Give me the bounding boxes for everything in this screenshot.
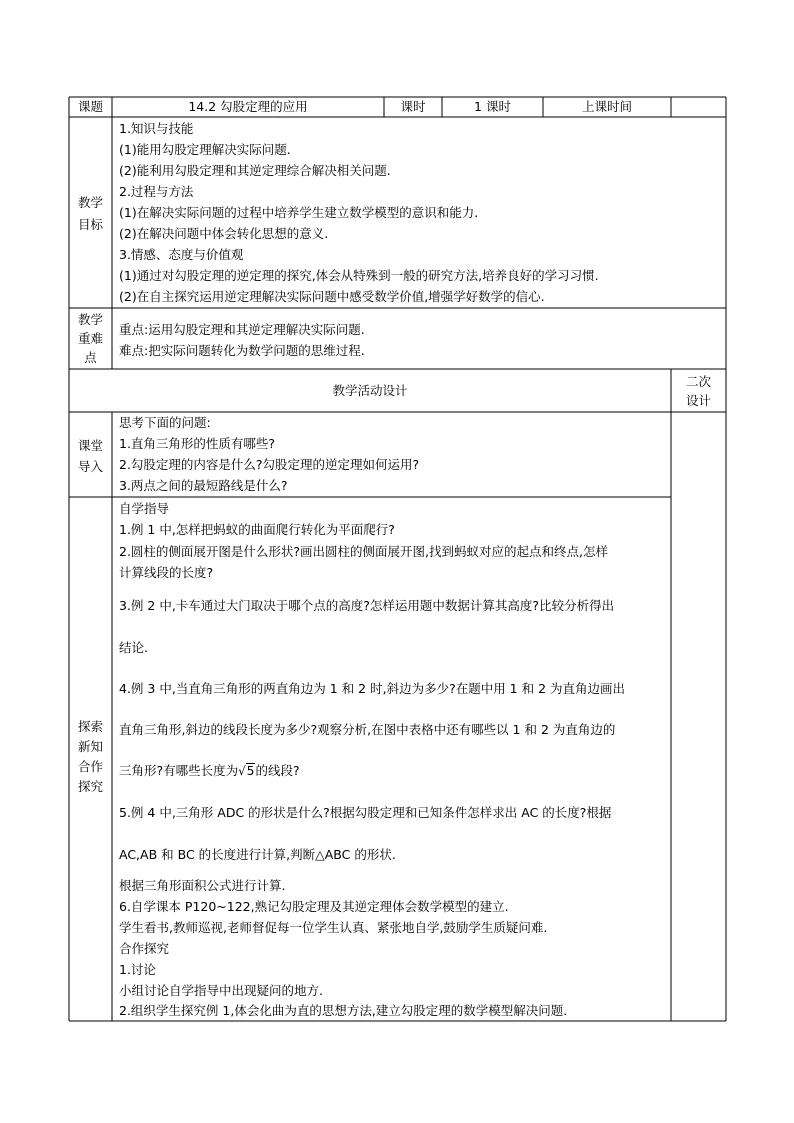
objectives-line: 3.情感、态度与价值观	[119, 247, 244, 262]
design-title: 教学活动设计	[332, 383, 408, 398]
explore-label-line: 合作	[77, 759, 103, 774]
header-hours-value: 1 课时	[474, 99, 511, 114]
explore-line: 计算线段的长度?	[119, 565, 214, 580]
intro-label-line: 导入	[77, 459, 103, 474]
explore-line: 5.例 4 中,三角形 ADC 的形状是什么?根据勾股定理和已知条件怎样求出 AC 的长度?根据	[119, 805, 612, 820]
explore-label-line: 新知	[77, 739, 103, 754]
objectives-line: (2)在自主探究运用逆定理解决实际问题中感受数学价值,增强学好数学的信心.	[119, 289, 545, 304]
explore-line: 1.例 1 中,怎样把蚂蚁的曲面爬行转化为平面爬行?	[119, 522, 395, 537]
objectives-line: 1.知识与技能	[119, 121, 194, 136]
explore-line: 合作探究	[119, 941, 170, 956]
intro-line: 3.两点之间的最短路线是什么?	[119, 478, 288, 493]
objectives-label	[69, 193, 112, 234]
key-points-label	[69, 310, 112, 367]
header-topic: 14.2 勾股定理的应用	[188, 99, 308, 114]
intro-line: 1.直角三角形的性质有哪些?	[119, 436, 276, 451]
explore-line: 2.圆柱的侧面展开图是什么形状?画出圆柱的侧面展开图,找到蚂蚁对应的起点和终点,怎样	[119, 544, 609, 559]
explore-label-line: 探索	[77, 719, 103, 734]
key-points-label-line: 教学	[77, 312, 103, 327]
intro-line: 思考下面的问题:	[119, 415, 211, 430]
explore-line: 3.例 2 中,卡车通过大门取决于哪个点的高度?怎样运用题中数据计算其高度?比较分析得出	[119, 598, 615, 613]
second-design-label	[671, 372, 726, 410]
header-hours-label: 课时	[400, 99, 426, 114]
explore-line: 自学指导	[119, 501, 170, 516]
header-time-label: 上课时间	[581, 99, 632, 114]
explore-line: 直角三角形,斜边的线段长度为多少?观察分析,在图中表格中还有哪些以 1 和 2 为直角边的	[119, 722, 616, 737]
explore-line: AC,AB 和 BC 的长度进行计算,判断△ABC 的形状.	[119, 847, 396, 862]
objectives-line: (2)在解决问题中体会转化思想的意义.	[119, 226, 329, 241]
explore-line-with-radical	[119, 762, 300, 780]
key-point-line: 难点:把实际问题转化为数学问题的思维过程.	[119, 343, 365, 358]
key-points-label-line: 重难	[77, 331, 103, 346]
objectives-label-line: 目标	[77, 217, 103, 232]
radicand: 5	[246, 764, 255, 778]
header-time-value	[671, 97, 726, 117]
explore-line: 小组讨论自学指导中出现疑问的地方.	[119, 983, 323, 998]
explore-line: 根据三角形面积公式进行计算.	[119, 878, 286, 893]
explore-line: 4.例 3 中,当直角三角形的两直角边为 1 和 2 时,斜边为多少?在题中用 1 和 2 为直角边画出	[119, 681, 626, 696]
intro-label	[69, 436, 112, 476]
explore-line: 学生看书,教师巡视,老师督促每一位学生认真、紧张地自学,鼓励学生质疑问难.	[119, 920, 548, 935]
key-points-label-line: 点	[84, 350, 97, 365]
key-point-line: 重点:运用勾股定理和其逆定理解决实际问题.	[119, 322, 365, 337]
second-design-label-line: 设计	[685, 393, 711, 408]
explore-text: 三角形?有哪些长度为	[119, 763, 239, 778]
objectives-line: (1)通过对勾股定理的逆定理的探究,体会从特殊到一般的研究方法,培养良好的学习习惯.	[119, 268, 599, 283]
square-root: √5	[238, 764, 255, 778]
explore-line: 结论.	[119, 640, 148, 655]
explore-line: 1.讨论	[119, 962, 156, 977]
intro-label-line: 课堂	[77, 438, 103, 453]
explore-text: 的线段?	[255, 763, 300, 778]
objectives-line: (2)能利用勾股定理和其逆定理综合解决相关问题.	[119, 163, 391, 178]
objectives-label-line: 教学	[77, 195, 103, 210]
objectives-line: 2.过程与方法	[119, 184, 194, 199]
explore-label-line: 探究	[77, 779, 103, 794]
explore-label	[69, 717, 112, 797]
explore-line: 2.组织学生探究例 1,体会化曲为直的思想方法,建立勾股定理的数学模型解决问题.	[119, 1003, 568, 1018]
objectives-line: (1)在解决实际问题的过程中培养学生建立数学模型的意识和能力.	[119, 205, 479, 220]
explore-line: 6.自学课本 P120~122,熟记勾股定理及其逆定理体会数学模型的建立.	[119, 899, 509, 914]
header-lesson-label: 课题	[77, 99, 103, 114]
objectives-line: (1)能用勾股定理解决实际问题.	[119, 142, 291, 157]
intro-line: 2.勾股定理的内容是什么?勾股定理的逆定理如何运用?	[119, 457, 420, 472]
second-design-label-line: 二次	[685, 374, 711, 389]
